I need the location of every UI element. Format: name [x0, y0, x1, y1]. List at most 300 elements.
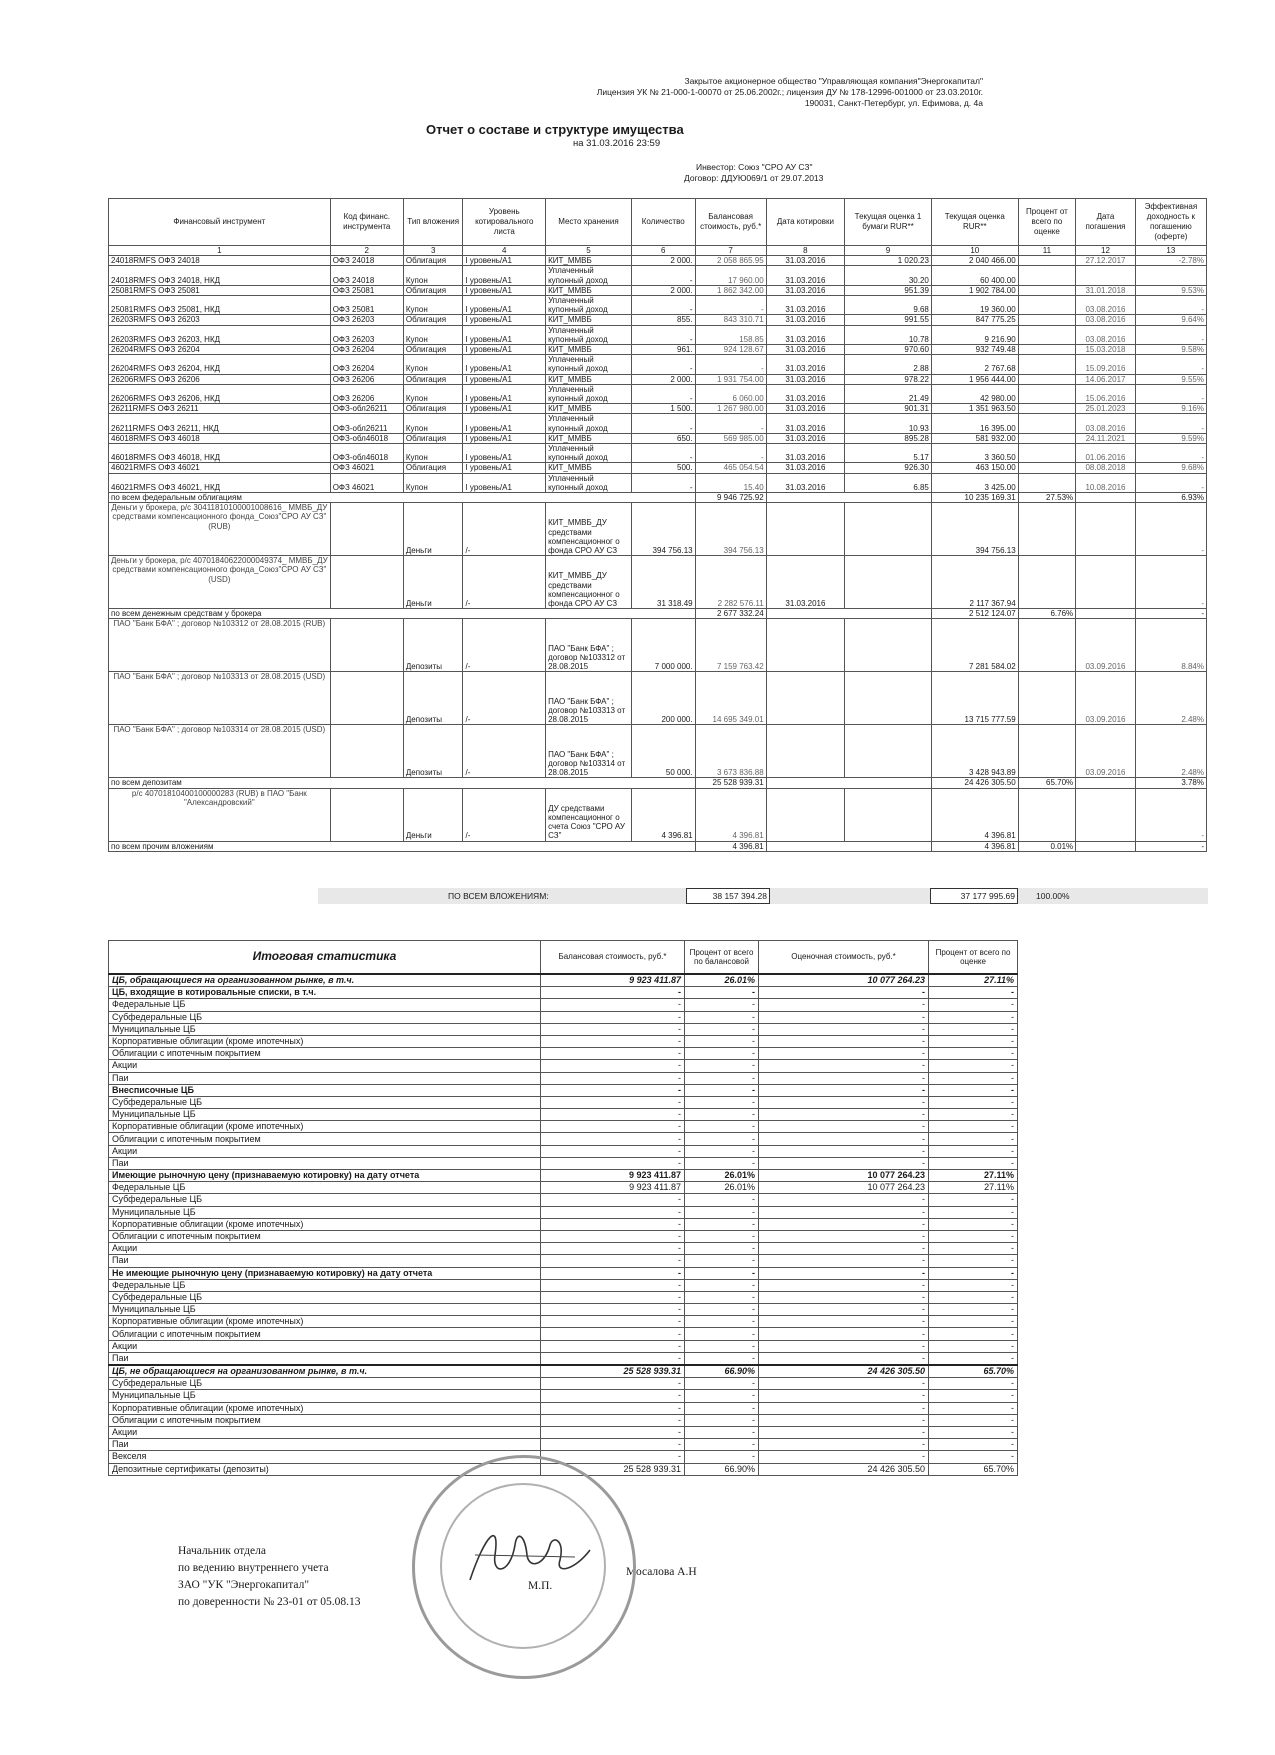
stats-row-label: ЦБ, входящие в котировальные списки, в т.ч.: [109, 987, 541, 999]
holdings-table: [108, 198, 1207, 852]
stats-row-label: Облигации с ипотечным покрытием: [109, 1328, 541, 1340]
holding-cell: 3 425.00: [931, 473, 1018, 492]
stats-cell: -: [685, 1218, 759, 1230]
stats-cell: -: [685, 1194, 759, 1206]
holding-cell: I уровень/А1: [463, 473, 546, 492]
holding-cell: 855.: [631, 315, 695, 325]
holding-cell: ПАО "Банк БФА" ; договор №103312 от 28.08.2015 (RUB): [109, 619, 331, 672]
holding-cell: -: [695, 355, 766, 374]
holding-cell: I уровень/А1: [463, 345, 546, 355]
stats-cell: -: [759, 1096, 929, 1108]
holding-row: [109, 473, 1207, 492]
stats-row: [109, 1023, 1018, 1035]
holding-cell: 31.03.2016: [766, 266, 844, 285]
stats-row-label: Векселя: [109, 1451, 541, 1463]
stats-cell: -: [929, 1096, 1018, 1108]
stats-cell: -: [541, 1048, 685, 1060]
stats-cell: -: [685, 1145, 759, 1157]
holding-cell: 03.09.2016: [1076, 619, 1136, 672]
stats-row: [109, 1255, 1018, 1267]
holding-cell: р/с 40701810400100000283 (RUB) в ПАО "Банк "Александровский": [109, 788, 331, 841]
holding-cell: I уровень/А1: [463, 325, 546, 344]
stats-row-label: Федеральные ЦБ: [109, 1279, 541, 1291]
holding-cell: Купон: [403, 296, 463, 315]
stats-cell: -: [929, 1402, 1018, 1414]
stats-cell: -: [759, 1109, 929, 1121]
holding-cell: 10.08.2016: [1076, 473, 1136, 492]
holding-cell: 9.64%: [1135, 315, 1206, 325]
holding-cell: Купон: [403, 355, 463, 374]
holding-cell: 9 216.90: [931, 325, 1018, 344]
holding-cell: 394 756.13: [931, 503, 1018, 556]
holding-cell: [330, 503, 403, 556]
holding-cell: -: [1135, 325, 1206, 344]
stats-row: [109, 1072, 1018, 1084]
stats-cell: 66.90%: [685, 1365, 759, 1378]
holding-cell: /-: [463, 788, 546, 841]
holding-cell: [1018, 788, 1076, 841]
holding-cell: 13 715 777.59: [931, 672, 1018, 725]
holding-cell: -: [1135, 556, 1206, 609]
stats-cell: -: [929, 1023, 1018, 1035]
stats-cell: -: [541, 1145, 685, 1157]
holding-cell: [1018, 556, 1076, 609]
stats-cell: -: [685, 1157, 759, 1169]
holdings-col-header: Дата котировки: [766, 199, 844, 246]
stats-row-label: Муниципальные ЦБ: [109, 1304, 541, 1316]
holding-cell: 463 150.00: [931, 463, 1018, 473]
holding-cell: 16 395.00: [931, 414, 1018, 433]
holding-cell: -: [1135, 788, 1206, 841]
stats-row: [109, 1304, 1018, 1316]
holding-cell: [1018, 384, 1076, 403]
stats-cell: -: [759, 1414, 929, 1426]
holding-cell: 42 980.00: [931, 384, 1018, 403]
holding-cell: 31.03.2016: [766, 404, 844, 414]
stats-row-label: Облигации с ипотечным покрытием: [109, 1133, 541, 1145]
holding-cell: 2.48%: [1135, 672, 1206, 725]
holding-cell: [845, 788, 932, 841]
stats-row: [109, 1365, 1018, 1378]
grand-total-label: ПО ВСЕМ ВЛОЖЕНИЯМ:: [448, 891, 549, 901]
subtotal-cell: 3.78%: [1135, 778, 1206, 788]
stats-row-label: Субфедеральные ЦБ: [109, 1378, 541, 1390]
subtotal-cell: -: [1135, 841, 1206, 851]
subtotal-cell: 4 396.81: [695, 841, 766, 851]
stats-row: [109, 1230, 1018, 1242]
holding-cell: -: [631, 296, 695, 315]
stats-row-label: Корпоративные облигации (кроме ипотечных): [109, 1316, 541, 1328]
holding-cell: Облигация: [403, 463, 463, 473]
subtotal-cell: [766, 493, 931, 503]
holding-cell: 2 040 466.00: [931, 256, 1018, 266]
stats-cell: -: [541, 1352, 685, 1365]
stats-row-label: Паи: [109, 1157, 541, 1169]
holding-cell: [1135, 266, 1206, 285]
holding-cell: 01.06.2016: [1076, 444, 1136, 463]
stats-row-label: Паи: [109, 1439, 541, 1451]
stats-row-label: Муниципальные ЦБ: [109, 1390, 541, 1402]
holding-cell: 31.03.2016: [766, 256, 844, 266]
holding-cell: 847 775.25: [931, 315, 1018, 325]
stats-row-label: Депозитные сертификаты (депозиты): [109, 1463, 541, 1475]
holding-cell: 394 756.13: [695, 503, 766, 556]
holding-cell: Депозиты: [403, 725, 463, 778]
stats-col-estimate-pct: Процент от всего по оценке: [929, 941, 1018, 975]
holding-cell: Купон: [403, 384, 463, 403]
stats-cell: -: [759, 1023, 929, 1035]
subtotal-label: по всем денежным средствам у брокера: [109, 609, 696, 619]
stats-cell: -: [759, 1157, 929, 1169]
holding-cell: ОФЗ 26204: [330, 355, 403, 374]
holding-cell: 46018RMFS ОФЗ 46018: [109, 433, 331, 443]
license-line: Лицензия УК № 21-000-1-00070 от 25.06.2002г.; лицензия ДУ № 178-12996-001000 от 23.03.2010г.: [596, 87, 983, 97]
stats-row-label: Муниципальные ЦБ: [109, 1109, 541, 1121]
stats-cell: -: [685, 1060, 759, 1072]
stats-row-label: Акции: [109, 1426, 541, 1438]
column-number: 4: [463, 246, 546, 256]
holding-cell: 46021RMFS ОФЗ 46021: [109, 463, 331, 473]
holding-cell: 08.08.2018: [1076, 463, 1136, 473]
holding-cell: -2.78%: [1135, 256, 1206, 266]
stats-cell: -: [685, 1291, 759, 1303]
holding-cell: 394 756.13: [631, 503, 695, 556]
stats-cell: -: [759, 1243, 929, 1255]
holding-cell: 30.20: [845, 266, 932, 285]
stats-cell: -: [685, 1316, 759, 1328]
column-number: 3: [403, 246, 463, 256]
stats-cell: -: [541, 1439, 685, 1451]
stats-row: [109, 1157, 1018, 1169]
holding-cell: [1018, 374, 1076, 384]
subtotal-cell: 24 426 305.50: [931, 778, 1018, 788]
holding-cell: 03.08.2016: [1076, 315, 1136, 325]
holding-cell: ОФЗ 26204: [330, 345, 403, 355]
holding-row: [109, 325, 1207, 344]
signatory-name: Мосалова А.Н: [626, 1566, 697, 1578]
stats-cell: -: [929, 987, 1018, 999]
stats-cell: -: [759, 1206, 929, 1218]
stats-row: [109, 1402, 1018, 1414]
stats-cell: -: [759, 1255, 929, 1267]
holding-cell: Деньги: [403, 503, 463, 556]
stats-cell: -: [929, 1451, 1018, 1463]
stats-cell: -: [685, 1109, 759, 1121]
holding-cell: -: [1135, 414, 1206, 433]
holding-cell: 961.: [631, 345, 695, 355]
holding-cell: 8.84%: [1135, 619, 1206, 672]
stats-cell: -: [929, 1109, 1018, 1121]
holding-cell: [330, 788, 403, 841]
holding-cell: 2 000.: [631, 256, 695, 266]
holding-row: [109, 414, 1207, 433]
holding-cell: [845, 619, 932, 672]
signatory-company: ЗАО "УК "Энергокапитал": [178, 1579, 310, 1591]
stats-cell: -: [929, 1352, 1018, 1365]
holding-cell: 15.03.2018: [1076, 345, 1136, 355]
holding-cell: [330, 619, 403, 672]
holding-cell: 2 767.68: [931, 355, 1018, 374]
holding-cell: [1018, 355, 1076, 374]
stats-cell: 24 426 305.50: [759, 1463, 929, 1475]
subtotal-cell: -: [1135, 609, 1206, 619]
holding-cell: [1018, 414, 1076, 433]
holding-cell: -: [695, 296, 766, 315]
stats-row-label: Внесписочные ЦБ: [109, 1084, 541, 1096]
holding-cell: Облигация: [403, 404, 463, 414]
subtotal-cell: 6.93%: [1135, 493, 1206, 503]
signatory-title: Начальник отдела: [178, 1545, 266, 1557]
holding-cell: 2.48%: [1135, 725, 1206, 778]
holding-cell: 15.40: [695, 473, 766, 492]
holding-cell: /-: [463, 672, 546, 725]
stats-cell: -: [685, 1340, 759, 1352]
stats-row: [109, 1206, 1018, 1218]
stats-cell: -: [929, 1133, 1018, 1145]
stats-row-label: Субфедеральные ЦБ: [109, 1194, 541, 1206]
holding-cell: Деньги: [403, 556, 463, 609]
stats-row: [109, 1243, 1018, 1255]
holding-cell: 31.03.2016: [766, 374, 844, 384]
holding-cell: Купон: [403, 266, 463, 285]
stats-cell: 65.70%: [929, 1463, 1018, 1475]
holding-cell: 9.53%: [1135, 285, 1206, 295]
stats-cell: -: [541, 1378, 685, 1390]
stats-cell: -: [929, 1035, 1018, 1047]
stats-row-label: Субфедеральные ЦБ: [109, 1096, 541, 1108]
holding-cell: 46018RMFS ОФЗ 46018, НКД: [109, 444, 331, 463]
holding-cell: 2 058 865.95: [695, 256, 766, 266]
handwritten-signature: [455, 1515, 605, 1595]
stats-cell: 27.11%: [929, 974, 1018, 987]
stats-cell: -: [929, 1243, 1018, 1255]
holding-cell: 31.03.2016: [766, 414, 844, 433]
stats-cell: -: [541, 1267, 685, 1279]
stats-cell: -: [685, 1328, 759, 1340]
holding-row: [109, 619, 1207, 672]
stats-cell: -: [929, 1279, 1018, 1291]
subtotal-cell: [1076, 493, 1136, 503]
stats-row-label: Паи: [109, 1072, 541, 1084]
stats-cell: -: [541, 1084, 685, 1096]
stats-cell: -: [759, 1035, 929, 1047]
holding-cell: 1 500.: [631, 404, 695, 414]
holding-cell: 26211RMFS ОФЗ 26211, НКД: [109, 414, 331, 433]
stats-cell: -: [685, 1230, 759, 1242]
subtotal-row: [109, 609, 1207, 619]
holding-cell: -: [631, 266, 695, 285]
stats-cell: -: [541, 1133, 685, 1145]
stats-row: [109, 1048, 1018, 1060]
stats-cell: -: [759, 1340, 929, 1352]
subtotal-cell: 27.53%: [1018, 493, 1076, 503]
holding-cell: I уровень/А1: [463, 296, 546, 315]
stats-row-label: Акции: [109, 1243, 541, 1255]
stats-row: [109, 1316, 1018, 1328]
stats-cell: -: [929, 1084, 1018, 1096]
holding-cell: 26206RMFS ОФЗ 26206, НКД: [109, 384, 331, 403]
stats-cell: -: [759, 1048, 929, 1060]
holding-cell: Уплаченный купонный доход: [546, 473, 632, 492]
holding-cell: Уплаченный купонный доход: [546, 444, 632, 463]
holding-cell: 26204RMFS ОФЗ 26204: [109, 345, 331, 355]
subtotal-cell: [766, 778, 931, 788]
stats-row-label: Не имеющие рыночную цену (признаваемую котировку) на дату отчета: [109, 1267, 541, 1279]
stats-cell: -: [759, 1390, 929, 1402]
holdings-col-header: Финансовый инструмент: [109, 199, 331, 246]
holding-cell: 31.03.2016: [766, 345, 844, 355]
holding-row: [109, 315, 1207, 325]
address-line: 190031, Санкт-Петербург, ул. Ефимова, д. 4а: [804, 98, 983, 108]
holding-cell: Облигация: [403, 315, 463, 325]
holding-cell: 465 054.54: [695, 463, 766, 473]
stats-cell: -: [759, 1304, 929, 1316]
holding-cell: 14 695 349.01: [695, 672, 766, 725]
holding-cell: I уровень/А1: [463, 374, 546, 384]
holding-cell: -: [1135, 473, 1206, 492]
holding-cell: [845, 725, 932, 778]
stats-cell: -: [929, 1218, 1018, 1230]
holdings-header-row: [109, 199, 1207, 246]
stats-row-label: ЦБ, не обращающиеся на организованном рынке, в т.ч.: [109, 1365, 541, 1378]
stats-cell: -: [685, 1072, 759, 1084]
stats-cell: -: [929, 1060, 1018, 1072]
stats-row-label: Акции: [109, 1145, 541, 1157]
stats-cell: -: [541, 1206, 685, 1218]
stats-row: [109, 999, 1018, 1011]
stats-cell: -: [929, 1340, 1018, 1352]
holding-cell: 9.16%: [1135, 404, 1206, 414]
holdings-col-header: Дата погашения: [1076, 199, 1136, 246]
stats-cell: -: [541, 1340, 685, 1352]
subtotal-cell: 2 677 332.24: [695, 609, 766, 619]
holding-cell: Депозиты: [403, 619, 463, 672]
holding-cell: 991.55: [845, 315, 932, 325]
column-number: 5: [546, 246, 632, 256]
stats-cell: 25 528 939.31: [541, 1365, 685, 1378]
stats-cell: 26.01%: [685, 1182, 759, 1194]
holding-cell: 926.30: [845, 463, 932, 473]
holding-cell: I уровень/А1: [463, 285, 546, 295]
subtotal-row: [109, 493, 1207, 503]
holding-cell: ОФЗ 26206: [330, 374, 403, 384]
holding-cell: ОФЗ-обл46018: [330, 433, 403, 443]
stats-cell: 9 923 411.87: [541, 1170, 685, 1182]
holding-cell: 31.03.2016: [766, 384, 844, 403]
stats-cell: -: [929, 1230, 1018, 1242]
column-number: 2: [330, 246, 403, 256]
stats-cell: -: [541, 999, 685, 1011]
holding-cell: 15.09.2016: [1076, 355, 1136, 374]
holding-cell: 901.31: [845, 404, 932, 414]
stats-cell: -: [685, 1121, 759, 1133]
holding-cell: 50 000.: [631, 725, 695, 778]
holding-cell: 1 931 754.00: [695, 374, 766, 384]
stats-cell: -: [759, 1218, 929, 1230]
subtotal-label: по всем федеральным облигациям: [109, 493, 696, 503]
holding-cell: 924 128.67: [695, 345, 766, 355]
stats-cell: -: [929, 1255, 1018, 1267]
column-number: 12: [1076, 246, 1136, 256]
stats-row: [109, 1439, 1018, 1451]
stats-cell: -: [759, 1402, 929, 1414]
holding-cell: [1076, 788, 1136, 841]
stats-cell: -: [541, 1291, 685, 1303]
stats-row-label: Субфедеральные ЦБ: [109, 1291, 541, 1303]
holding-cell: Купон: [403, 444, 463, 463]
report-date: на 31.03.2016 23:59: [573, 138, 661, 149]
holding-cell: ОФЗ-обл26211: [330, 404, 403, 414]
holdings-col-header: Количество: [631, 199, 695, 246]
holding-cell: 10.78: [845, 325, 932, 344]
grand-total-estimate: 37 177 995.69: [930, 888, 1018, 904]
holding-cell: 2 282 576.11: [695, 556, 766, 609]
holding-cell: 158.85: [695, 325, 766, 344]
subtotal-cell: 25 528 939.31: [695, 778, 766, 788]
holding-cell: 17 960.00: [695, 266, 766, 285]
stats-cell: -: [541, 1194, 685, 1206]
stats-cell: -: [685, 1304, 759, 1316]
holding-cell: I уровень/А1: [463, 463, 546, 473]
stats-cell: -: [929, 1194, 1018, 1206]
holding-cell: 581 932.00: [931, 433, 1018, 443]
column-number: 6: [631, 246, 695, 256]
stats-cell: -: [541, 1109, 685, 1121]
stats-row-label: Субфедеральные ЦБ: [109, 1011, 541, 1023]
holding-cell: Купон: [403, 325, 463, 344]
stats-header-row: [109, 941, 1018, 975]
holding-cell: -: [631, 384, 695, 403]
stats-row-label: Федеральные ЦБ: [109, 999, 541, 1011]
holding-row: [109, 285, 1207, 295]
holding-cell: 7 281 584.02: [931, 619, 1018, 672]
stats-row-label: Корпоративные облигации (кроме ипотечных): [109, 1035, 541, 1047]
holding-cell: -: [631, 355, 695, 374]
holding-cell: ПАО "Банк БФА" ; договор №103313 от 28.08.2015 (USD): [109, 672, 331, 725]
stats-cell: -: [759, 1378, 929, 1390]
subtotal-label: по всем прочим вложениям: [109, 841, 696, 851]
stats-cell: -: [685, 1206, 759, 1218]
holding-cell: Уплаченный купонный доход: [546, 325, 632, 344]
stats-row-label: Акции: [109, 1340, 541, 1352]
holding-cell: 978.22: [845, 374, 932, 384]
holding-cell: 9.59%: [1135, 433, 1206, 443]
holding-row: [109, 404, 1207, 414]
holding-cell: Уплаченный купонный доход: [546, 355, 632, 374]
holding-cell: [1076, 503, 1136, 556]
stats-cell: 9 923 411.87: [541, 974, 685, 987]
grand-total-bar: [318, 888, 1208, 904]
stats-cell: -: [685, 999, 759, 1011]
holding-cell: [1018, 256, 1076, 266]
subtotal-cell: 4 396.81: [931, 841, 1018, 851]
holding-cell: 200 000.: [631, 672, 695, 725]
holding-cell: [1018, 619, 1076, 672]
holding-cell: [1076, 266, 1136, 285]
holding-cell: ПАО "Банк БФА" ; договор №103312 от 28.08.2015: [546, 619, 632, 672]
stats-cell: -: [541, 1451, 685, 1463]
holding-cell: 1 956 444.00: [931, 374, 1018, 384]
holding-cell: -: [695, 444, 766, 463]
holding-cell: 843 310.71: [695, 315, 766, 325]
holding-cell: 4 396.81: [695, 788, 766, 841]
stats-row: [109, 1145, 1018, 1157]
holding-cell: 19 360.00: [931, 296, 1018, 315]
stats-cell: -: [759, 1121, 929, 1133]
holding-cell: 9.68%: [1135, 463, 1206, 473]
holding-row: [109, 256, 1207, 266]
column-number: 1: [109, 246, 331, 256]
